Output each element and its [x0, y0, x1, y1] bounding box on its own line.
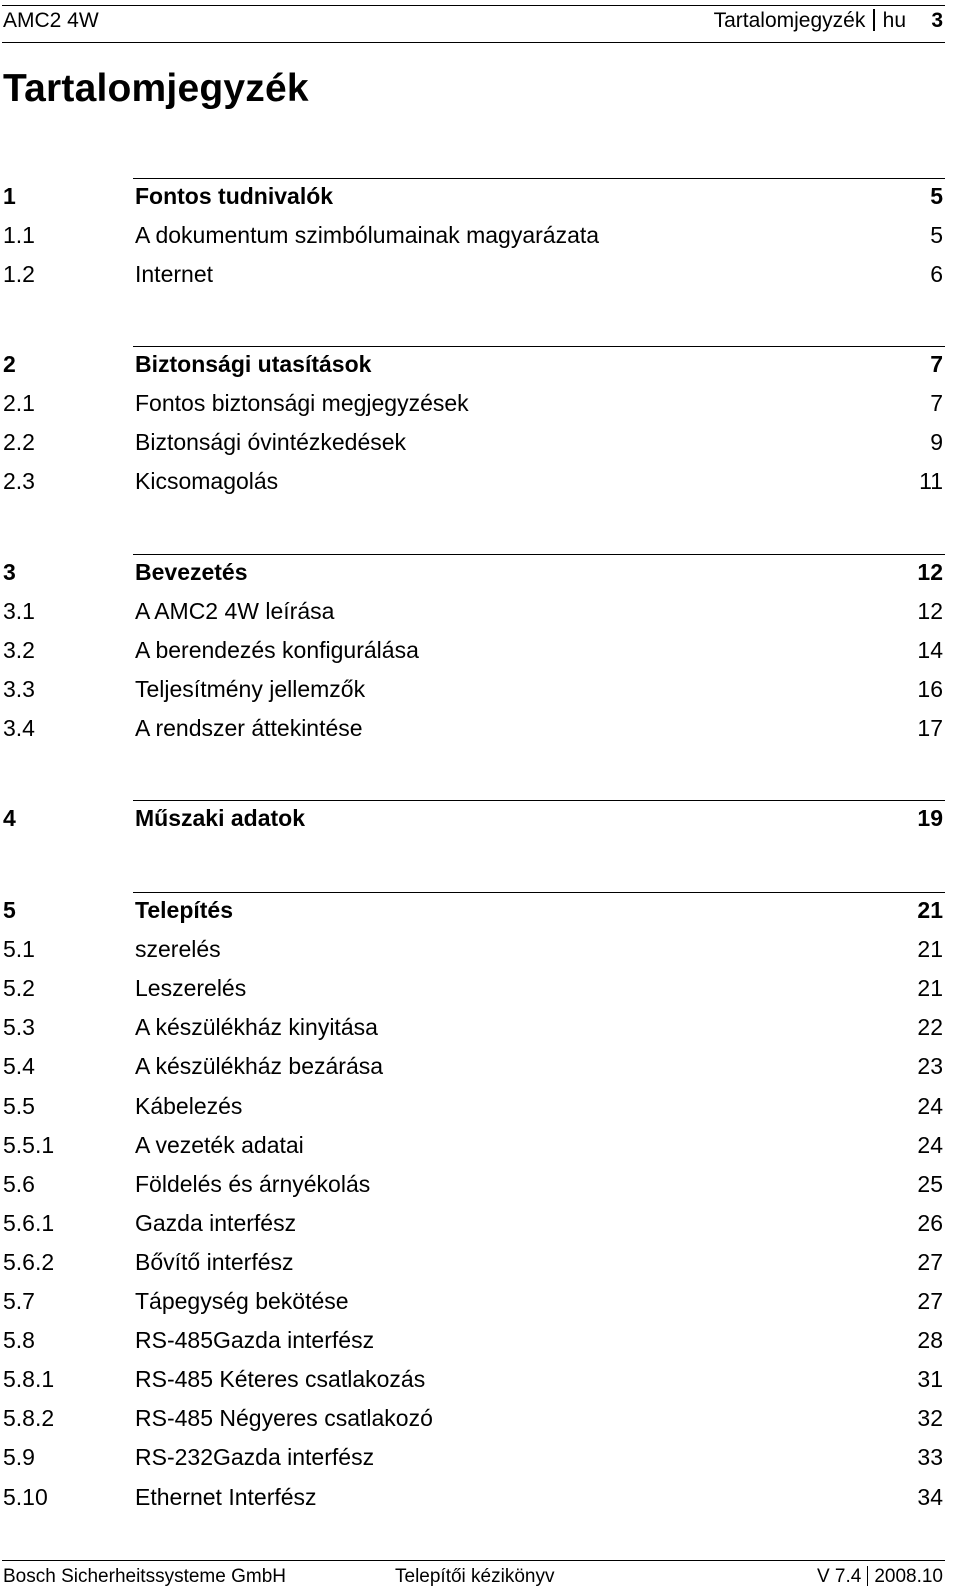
footer-rule [2, 1560, 945, 1561]
toc-entry-title: Műszaki adatok [135, 805, 305, 831]
toc-chapter-entry[interactable] [0, 348, 960, 380]
toc-entry[interactable] [0, 1207, 960, 1239]
header-language: hu [882, 9, 906, 32]
toc-entry-page: 28 [917, 1327, 943, 1354]
toc-entry-page: 12 [917, 598, 943, 625]
footer-version-date [817, 1566, 943, 1588]
toc-entry-number: 5.1 [3, 936, 35, 963]
toc-entry-title: A dokumentum szimbólumainak magyarázata [135, 222, 600, 249]
toc-entry-title: Kicsomagolás [135, 468, 279, 495]
toc-entry-page: 22 [917, 1014, 943, 1041]
toc-entry-number: 5.4 [3, 1053, 35, 1080]
toc-entry-page: 12 [917, 559, 943, 585]
toc-entry-page: 6 [930, 261, 943, 288]
toc-chapter-entry[interactable] [0, 894, 960, 926]
toc-entry[interactable] [0, 465, 960, 497]
toc-entry-number: 2.2 [3, 429, 35, 456]
toc-entry-number: 5.6 [3, 1170, 35, 1197]
toc-entry[interactable] [0, 972, 960, 1004]
toc-entry-title: Fontos biztonsági megjegyzések [135, 390, 469, 417]
toc-entry-number: 5.8 [3, 1327, 35, 1354]
toc-entry-number: 2.3 [3, 468, 35, 495]
toc-entry-page: 7 [930, 390, 943, 417]
toc-entry-title: A vezeték adatai [135, 1131, 304, 1158]
toc-entry-number: 3 [3, 559, 16, 585]
toc-entry[interactable] [0, 219, 960, 251]
chapter-rule [133, 554, 945, 555]
toc-entry-title: A AMC2 4W leírása [135, 598, 335, 625]
toc-entry-number: 3.2 [3, 637, 35, 664]
toc-entry-number: 5.6.1 [3, 1209, 55, 1236]
toc-entry[interactable] [0, 258, 960, 290]
toc-entry-title: Biztonsági óvintézkedések [135, 429, 407, 456]
header-page-number: 3 [931, 9, 943, 32]
footer-separator [867, 1566, 868, 1586]
toc-chapter-entry[interactable] [0, 180, 960, 212]
toc-entry-number: 5.2 [3, 975, 35, 1002]
footer-date: 2008.10 [874, 1566, 943, 1587]
header-section-label: Tartalomjegyzék [713, 9, 866, 32]
toc-entry-number: 5.8.2 [3, 1405, 55, 1432]
toc-entry-page: 5 [930, 222, 943, 249]
toc-entry[interactable] [0, 1363, 960, 1395]
toc-chapter-entry[interactable] [0, 802, 960, 834]
toc-entry-number: 5.8.1 [3, 1366, 55, 1393]
toc-entry-number: 4 [3, 805, 16, 831]
toc-entry[interactable] [0, 387, 960, 419]
toc-entry-title: RS-232Gazda interfész [135, 1444, 375, 1471]
toc-entry-title: Gazda interfész [135, 1209, 297, 1236]
toc-entry-page: 23 [917, 1053, 943, 1080]
toc-entry[interactable] [0, 1129, 960, 1161]
toc-entry[interactable] [0, 1285, 960, 1317]
toc-entry-page: 9 [930, 429, 943, 456]
footer-version: V 7.4 [816, 1566, 862, 1587]
chapter-rule [133, 892, 945, 893]
toc-entry-page: 31 [917, 1366, 943, 1393]
toc-entry-number: 1.2 [3, 261, 35, 288]
chapter-rule [133, 346, 945, 347]
toc-entry[interactable] [0, 1090, 960, 1122]
toc-entry-title: RS-485 Kéteres csatlakozás [135, 1366, 426, 1393]
toc-entry-number: 5.10 [3, 1483, 48, 1510]
toc-entry-title: A készülékház bezárása [135, 1053, 384, 1080]
toc-entry-title: Fontos tudnivalók [135, 183, 334, 209]
toc-entry-page: 5 [930, 183, 943, 209]
toc-entry-page: 17 [917, 715, 943, 742]
chapter-rule [133, 800, 945, 801]
toc-entry-title: RS-485Gazda interfész [135, 1327, 375, 1354]
toc-entry-title: Internet [135, 261, 213, 288]
toc-entry-number: 2.1 [3, 390, 35, 417]
toc-entry-title: Kábelezés [135, 1092, 243, 1119]
toc-entry[interactable] [0, 1168, 960, 1200]
toc-entry-title: Földelés és árnyékolás [135, 1170, 371, 1197]
toc-entry-number: 5.3 [3, 1014, 35, 1041]
toc-entry-title: szerelés [135, 936, 221, 963]
toc-entry-number: 5.9 [3, 1444, 35, 1471]
toc-entry-number: 1 [3, 183, 16, 209]
toc-entry-page: 26 [917, 1209, 943, 1236]
toc-entry-number: 1.1 [3, 222, 35, 249]
page-title: Tartalomjegyzék [3, 67, 309, 110]
toc-entry[interactable] [0, 1441, 960, 1473]
toc-entry-number: 5.7 [3, 1288, 35, 1314]
toc-entry-page: 24 [917, 1131, 943, 1158]
chapter-rule [133, 178, 945, 179]
toc-entry-number: 5.5 [3, 1092, 35, 1119]
toc-entry[interactable] [0, 1324, 960, 1356]
toc-entry[interactable] [0, 426, 960, 458]
toc-entry-title: RS-485 Négyeres csatlakozó [135, 1405, 433, 1432]
toc-entry-title: Leszerelés [135, 975, 247, 1002]
toc-entry-page: 21 [917, 936, 943, 963]
toc-entry-page: 16 [917, 676, 943, 703]
toc-entry-page: 21 [917, 897, 943, 923]
toc-entry-title: Ethernet Interfész [135, 1483, 317, 1510]
toc-entry-title: Teljesítmény jellemzők [135, 676, 366, 703]
toc-entry-title: Bevezetés [135, 559, 248, 585]
toc-entry-page: 14 [917, 637, 943, 664]
toc-entry-page: 25 [917, 1170, 943, 1197]
toc-entry[interactable] [0, 673, 960, 705]
toc-entry-title: A készülékház kinyitása [135, 1014, 378, 1041]
toc-entry-title: Tápegység bekötése [135, 1288, 349, 1314]
toc-entry[interactable] [0, 1481, 960, 1513]
toc-entry-title: Telepítés [135, 897, 233, 923]
toc-entry-page: 19 [917, 805, 943, 831]
toc-entry-page: 32 [917, 1405, 943, 1432]
footer-manual: Telepítői kézikönyv [395, 1566, 555, 1587]
footer-company: Bosch Sicherheitssysteme GmbH [3, 1566, 286, 1587]
toc-entry-number: 3.3 [3, 676, 35, 703]
toc-entry[interactable] [0, 1402, 960, 1434]
toc-entry-number: 5.6.2 [3, 1248, 55, 1275]
toc-entry-title: Biztonsági utasítások [135, 351, 372, 377]
toc-entry[interactable] [0, 1011, 960, 1043]
toc-chapter-entry[interactable] [0, 556, 960, 588]
toc-entry-number: 5 [3, 897, 16, 923]
toc-entry-number: 3.4 [3, 715, 35, 742]
toc-entry-number: 5.5.1 [3, 1131, 55, 1158]
toc-entry-page: 27 [917, 1248, 943, 1275]
toc-entry-page: 34 [917, 1483, 943, 1510]
toc-entry[interactable] [0, 933, 960, 965]
toc-entry-title: Bővítő interfész [135, 1248, 294, 1275]
toc-entry-page: 7 [930, 351, 943, 377]
toc-entry[interactable] [0, 634, 960, 666]
toc-entry-page: 24 [917, 1092, 943, 1119]
toc-entry[interactable] [0, 1050, 960, 1082]
toc-entry-page: 21 [917, 975, 943, 1002]
toc-entry[interactable] [0, 595, 960, 627]
toc-entry-number: 2 [3, 351, 16, 377]
toc-entry-page: 11 [919, 468, 943, 495]
toc-entry[interactable] [0, 1246, 960, 1278]
toc-entry[interactable] [0, 712, 960, 744]
toc-entry-title: A berendezés konfigurálása [135, 637, 419, 664]
toc-entry-page: 27 [917, 1288, 943, 1314]
header-product: AMC2 4W [3, 9, 99, 32]
toc-entry-page: 33 [917, 1444, 943, 1471]
toc-entry-title: A rendszer áttekintése [135, 715, 363, 742]
toc-entry-number: 3.1 [3, 598, 35, 625]
